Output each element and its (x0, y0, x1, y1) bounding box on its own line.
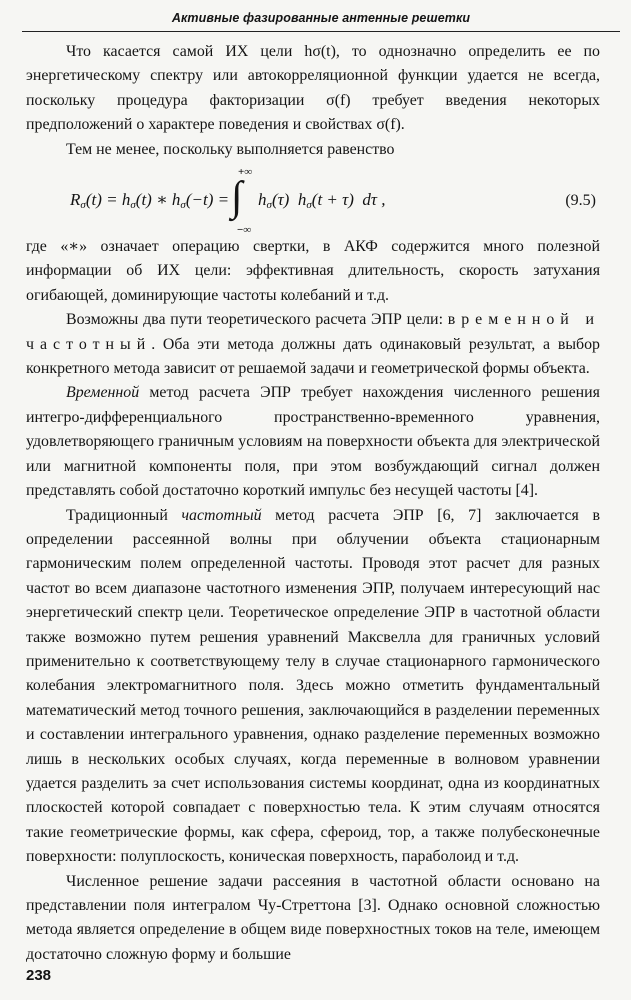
paragraph-5-italic: Временной (66, 384, 140, 402)
integral-sign: ∫ (231, 174, 243, 221)
paragraph-4-end: . Оба эти метода должны дать одинаковый результат, а выбор конкретного метода зависит от решаемой задачи и геометрической формы объекта. (26, 335, 600, 378)
paragraph-6-italic: частотный (181, 506, 262, 524)
equation-lhs: $R_\sigma(t) = h_\sigma(t)$ ∗ $h_\sigma(-t)$ = (70, 190, 230, 212)
integral-upper-limit: +∞ (238, 166, 253, 179)
running-header (22, 6, 620, 32)
paragraph-4-start: Возможны два пути теоретического расчета ЭПР цели: (66, 311, 448, 329)
paragraph-2: Тем не менее, поскольку выполняется равенство (66, 140, 395, 158)
paragraph-7: Численное решение задачи рассеяния в частотной области основано на представлении поля интегралом Чу-Стреттона [3]. Однако основной сложностью метода является определение в общем виде поверхностных токов на теле, имеющем достаточно сложную форму и большие (26, 872, 600, 963)
integral-lower-limit: −∞ (237, 224, 252, 237)
paragraph-6-start: Традиционный (66, 506, 182, 524)
paragraph-6-rest: метод расчета ЭПР [6, 7] заключается в определении рассеянной волны при облучении объекта стационарным гармоническим полем определенной частоты. Проводя этот расчет для разных частот во всем диапазоне частотного изменения ЭПР, получаем интересующий нас энергетический спектр цели. Теоретическое определение ЭПР в частотной области также возможно путем решения уравнений Максвелла для граничных условий применительно к соответствующему телу в случае стационарного гармонического колебания электромагнитного поля. Здесь можно отметить фундаментальный математический метод точного решения, заключающийся в разделении переменных и составлении интегрального уравнения, однако разделение переменных возможно лишь в нескольких особых случаях, когда переменные в волновом уравнении удается разделить за счет использования системы координат, одна из координатных плоскостей которой совпадает с поверхностью тела. К этим случаям относятся такие геометрические формы, как сфера, сфероид, тор, а также полубесконечные поверхности: полуплоскость, коническая поверхность, параболоид и т.д. (26, 506, 600, 866)
page-number: 238 (26, 967, 52, 984)
paragraph-5 (26, 381, 600, 503)
equation-number: (9.5) (565, 192, 596, 210)
paragraph-4 (26, 308, 600, 381)
paragraph-5-rest: метод расчета ЭПР требует нахождения численного решения интегро-дифференциального пространственно-временного уравнения, удовлетворяющего граничным условиям на поверхности объекта для электрической или магнитной компоненты поля, при этом возбуждающий сигнал должен представлять собой достаточно короткий импульс без несущей частоты [4]. (26, 384, 600, 500)
equation-9-5 (26, 162, 600, 235)
paragraph-1: Что касается самой ИХ цели hσ(t), то однозначно определить ее по энергетическому спектру или автокорреляционной функции удается не всегда, поскольку процедура факторизации σ(f) требует введения некоторых предположений о характере поведения и свойствах σ(f). (26, 43, 600, 134)
body-text (26, 40, 600, 967)
paragraph-6 (26, 504, 600, 870)
header-title: Активные фазированные антенные решетки (171, 11, 471, 25)
equation-integrand: $h_\sigma(\tau) h_\sigma(t + \tau)$ dτ , (258, 190, 386, 212)
paragraph-3: где «∗» означает операцию свертки, в АКФ содержится много полезной информации об ИХ цели: эффективная длительность, скорость затухания огибающей, доминирующие частоты колебаний и т.д. (26, 238, 600, 304)
paragraph-4-spaced: временной и частотный (26, 311, 600, 353)
